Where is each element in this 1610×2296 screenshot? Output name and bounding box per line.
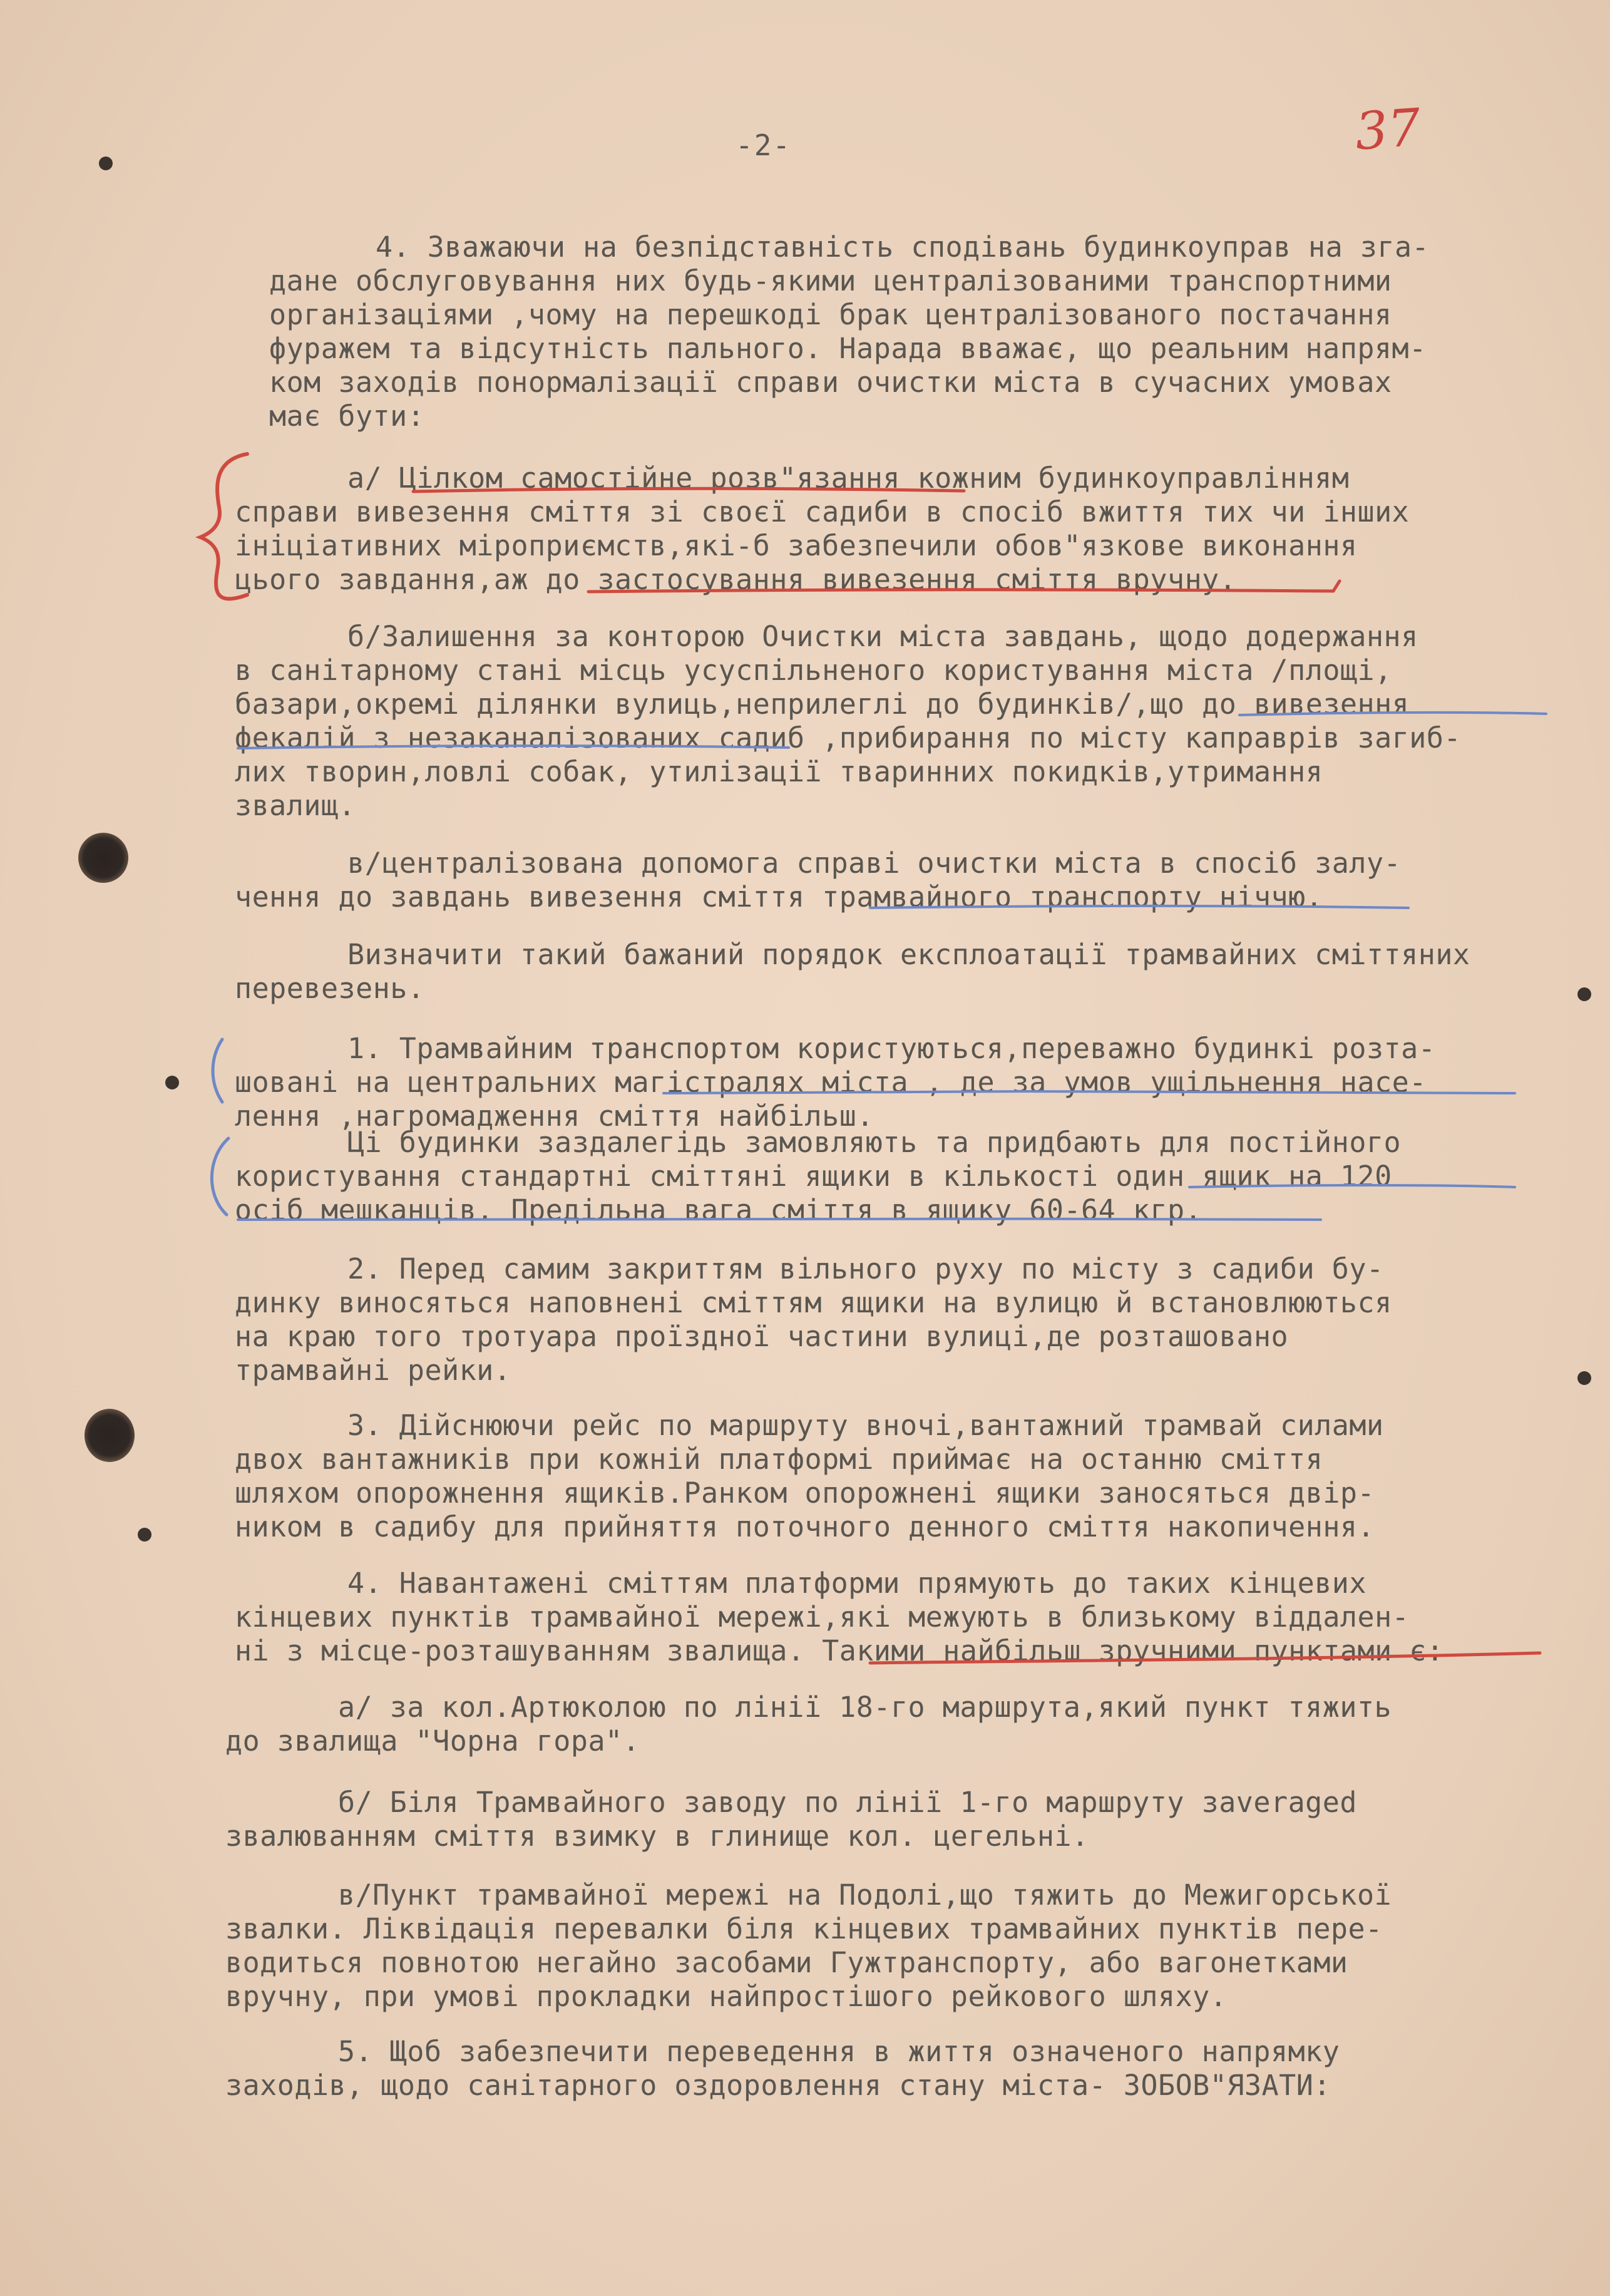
page-number: -2- <box>736 128 792 162</box>
text-line: фуражем та відсутність пального. Нарада вважає, що реальним напрям- <box>269 332 1427 365</box>
archive-sheet-number: 37 <box>1353 98 1423 162</box>
text-line: справи вивезення сміття зі своєї садиби в спосіб вжиття тих чи інших <box>235 495 1410 528</box>
text-line: в санітарному стані місць усуспільненого користування міста /площі, <box>235 654 1392 687</box>
text-line: звалки. Ліквідація перевалки біля кінцевих трамвайних пунктів пере- <box>225 1912 1383 1945</box>
blue-underline <box>1189 1185 1515 1187</box>
text-line: 4. Зважаючи на безпідставність сподівань будинкоуправ на зга- <box>376 230 1430 264</box>
text-line: осіб мешканців. Предільна вага сміття в ящику 60-64 кгр. <box>235 1193 1202 1227</box>
text-line: 1. Трамвайним транспортом користуються,переважно будинкі розта- <box>347 1032 1436 1065</box>
text-line: ні з місце-розташуванням звалища. Такими найбільш зручними пунктами є: <box>235 1634 1444 1667</box>
text-line: кінцевих пунктів трамвайної мережі,які межують в близькому віддален- <box>235 1600 1410 1634</box>
text-line: лих творин,ловлі собак, утилізації тваринних покидків,утримання <box>235 755 1323 788</box>
text-line: дане обслуговування них будь-якими централізованими транспортними <box>269 264 1392 297</box>
text-line: трамвайні рейки. <box>235 1354 511 1387</box>
text-line: Визначити такий бажаний порядок експлоатації трамвайних сміттяних <box>347 938 1470 971</box>
blue-underline <box>238 746 789 748</box>
blue-bracket-mark <box>213 1039 222 1102</box>
blue-underline <box>870 906 1408 908</box>
text-line: водиться повнотою негайно засобами Гужтранспорту, або вагонетками <box>225 1946 1348 1979</box>
text-line: 4. Навантажені сміттям платформи прямують до таких кінцевих <box>347 1567 1366 1600</box>
red-underline <box>870 1653 1540 1663</box>
blue-underline <box>1239 713 1546 715</box>
text-line: звалюванням сміття взимку в глинище кол. цегельні. <box>225 1820 1089 1853</box>
text-line: ініціативних міроприємств,які-б забезпечили обов"язкове виконання <box>235 529 1358 562</box>
text-line: шовані на центральних магістралях міста , де за умов ущільнення насе- <box>235 1066 1427 1099</box>
text-line: динку виносяться наповнені сміттям ящики на вулицю й встановлюються <box>235 1286 1392 1319</box>
blue-underline <box>664 1091 1515 1093</box>
text-line: 3. Дійснюючи рейс по маршруту вночі,вантажний трамвай силами <box>347 1409 1384 1442</box>
text-line: має бути: <box>269 399 425 433</box>
text-line: б/ Біля Трамвайного заводу по лінії 1-го маршруту зaveraged <box>338 1786 1357 1819</box>
text-line: в/Пункт трамвайної мережі на Подолі,що тяжить до Межигорської <box>338 1878 1392 1912</box>
text-line: базари,окремі ділянки вулиць,неприлеглі до будинків/,що до вивезення <box>235 687 1410 721</box>
text-line: вручну, при умові прокладки найпростішого рейкового шляху. <box>225 1980 1228 2013</box>
text-line: Ці будинки заздалегідь замовляють та придбають для постійного <box>347 1126 1402 1159</box>
text-line: перевезень. <box>235 972 425 1005</box>
blue-underline <box>238 1218 1321 1220</box>
blue-bracket-mark <box>212 1138 228 1215</box>
text-line: в/централізована допомога справі очистки міста в спосіб залу- <box>347 847 1402 880</box>
text-line: ком заходів понормалізації справи очистки міста в сучасних умовах <box>269 366 1392 399</box>
red-underline <box>588 581 1340 592</box>
text-line: організаціями ,чому на перешкоді брак централізованого постачання <box>269 298 1392 331</box>
text-line: шляхом опорожнення ящиків.Ранком опорожнені ящики заносяться двір- <box>235 1476 1375 1510</box>
text-line: а/ Цілком самостійне розв"язання кожним будинкоуправлінням <box>347 461 1350 495</box>
text-line: на краю того тротуара проїздної частини вулиці,де розташовано <box>235 1320 1289 1353</box>
text-line: б/Залишення за конторою Очистки міста завдань, щодо додержання <box>347 620 1418 653</box>
red-brace-mark <box>200 454 247 599</box>
text-line: чення до завдань вивезення сміття трамвайного транспорту ніччю. <box>235 880 1323 914</box>
text-line: а/ за кол.Артюколою по лінії 18-го маршрута,який пункт тяжить <box>338 1691 1392 1724</box>
text-line: ником в садибу для прийняття поточного денного сміття накопичення. <box>235 1510 1375 1543</box>
text-line: до звалища "Чорна гора". <box>225 1724 640 1758</box>
text-line: 2. Перед самим закриттям вільного руху по місту з садиби бу- <box>347 1252 1384 1285</box>
text-line: заходів, щодо санітарного оздоровлення стану міста- ЗОБОВ"ЯЗАТИ: <box>225 2069 1331 2102</box>
red-underline <box>413 488 964 492</box>
text-line: 5. Щоб забезпечити переведення в життя означеного напрямку <box>338 2035 1340 2068</box>
text-line: лення ,нагромадження сміття найбільш. <box>235 1099 874 1133</box>
text-line: користування стандартні сміттяні ящики в кількості один ящик на 120 <box>235 1160 1392 1193</box>
text-line: звалищ. <box>235 789 356 822</box>
text-line: двох вантажників при кожній платформі приймає на останню сміття <box>235 1443 1323 1476</box>
text-line: фекалій з незаканалізованих садиб ,прибирання по місту каправрів загиб- <box>235 721 1462 754</box>
text-line: цього завдання,аж до застосування вивезення сміття вручну. <box>235 563 1237 596</box>
